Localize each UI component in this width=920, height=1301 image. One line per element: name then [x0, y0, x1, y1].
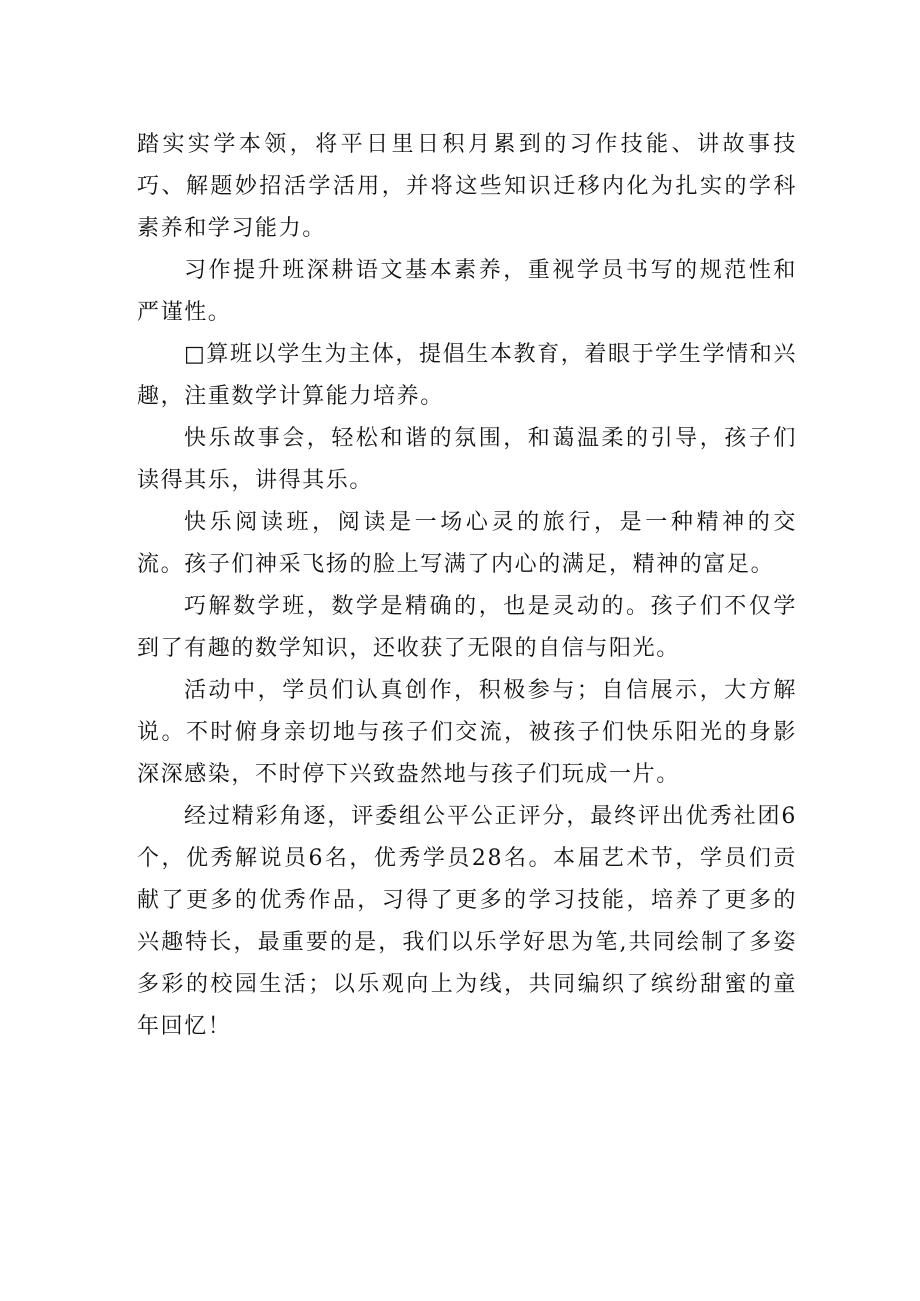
paragraph-math-class: 巧解数学班，数学是精确的，也是灵动的。孩子们不仅学到了有趣的数学知识，还收获了无限的自信与阳光。 [137, 594, 797, 661]
document-body [137, 124, 797, 1048]
paragraph-reading-class: 快乐阅读班，阅读是一场心灵的旅行，是一种精神的交流。孩子们神采飞扬的脸上写满了内心的满足，精神的富足。 [137, 510, 797, 577]
paragraph-activity: 活动中，学员们认真创作，积极参与；自信展示，大方解说。不时俯身亲切地与孩子们交流，被孩子们快乐阳光的身影深深感染，不时停下兴致盎然地与孩子们玩成一片。 [137, 678, 797, 787]
paragraph-results: 经过精彩角逐，评委组公平公正评分，最终评出优秀社团6个，优秀解说员6名，优秀学员28名。本届艺术节，学员们贡献了更多的优秀作品，习得了更多的学习技能，培养了更多的兴趣特长，最重要的是，我们以乐学好思为笔,共同绘制了多姿多彩的校园生活；以乐观向上为线，共同编织了缤纷甜蜜的童年回忆！ [137, 804, 797, 1039]
paragraph-story-club: 快乐故事会，轻松和谐的氛围，和蔼温柔的引导，孩子们读得其乐，讲得其乐。 [137, 426, 797, 493]
paragraph-continuation: 踏实实学本领，将平日里日积月累到的习作技能、讲故事技巧、解题妙招活学活用，并将这些知识迁移内化为扎实的学科素养和学习能力。 [137, 132, 797, 241]
paragraph-calculation-class: □算班以学生为主体，提倡生本教育，着眼于学生学情和兴趣，注重数学计算能力培养。 [137, 342, 797, 409]
paragraph-writing-class: 习作提升班深耕语文基本素养，重视学员书写的规范性和严谨性。 [137, 258, 797, 325]
